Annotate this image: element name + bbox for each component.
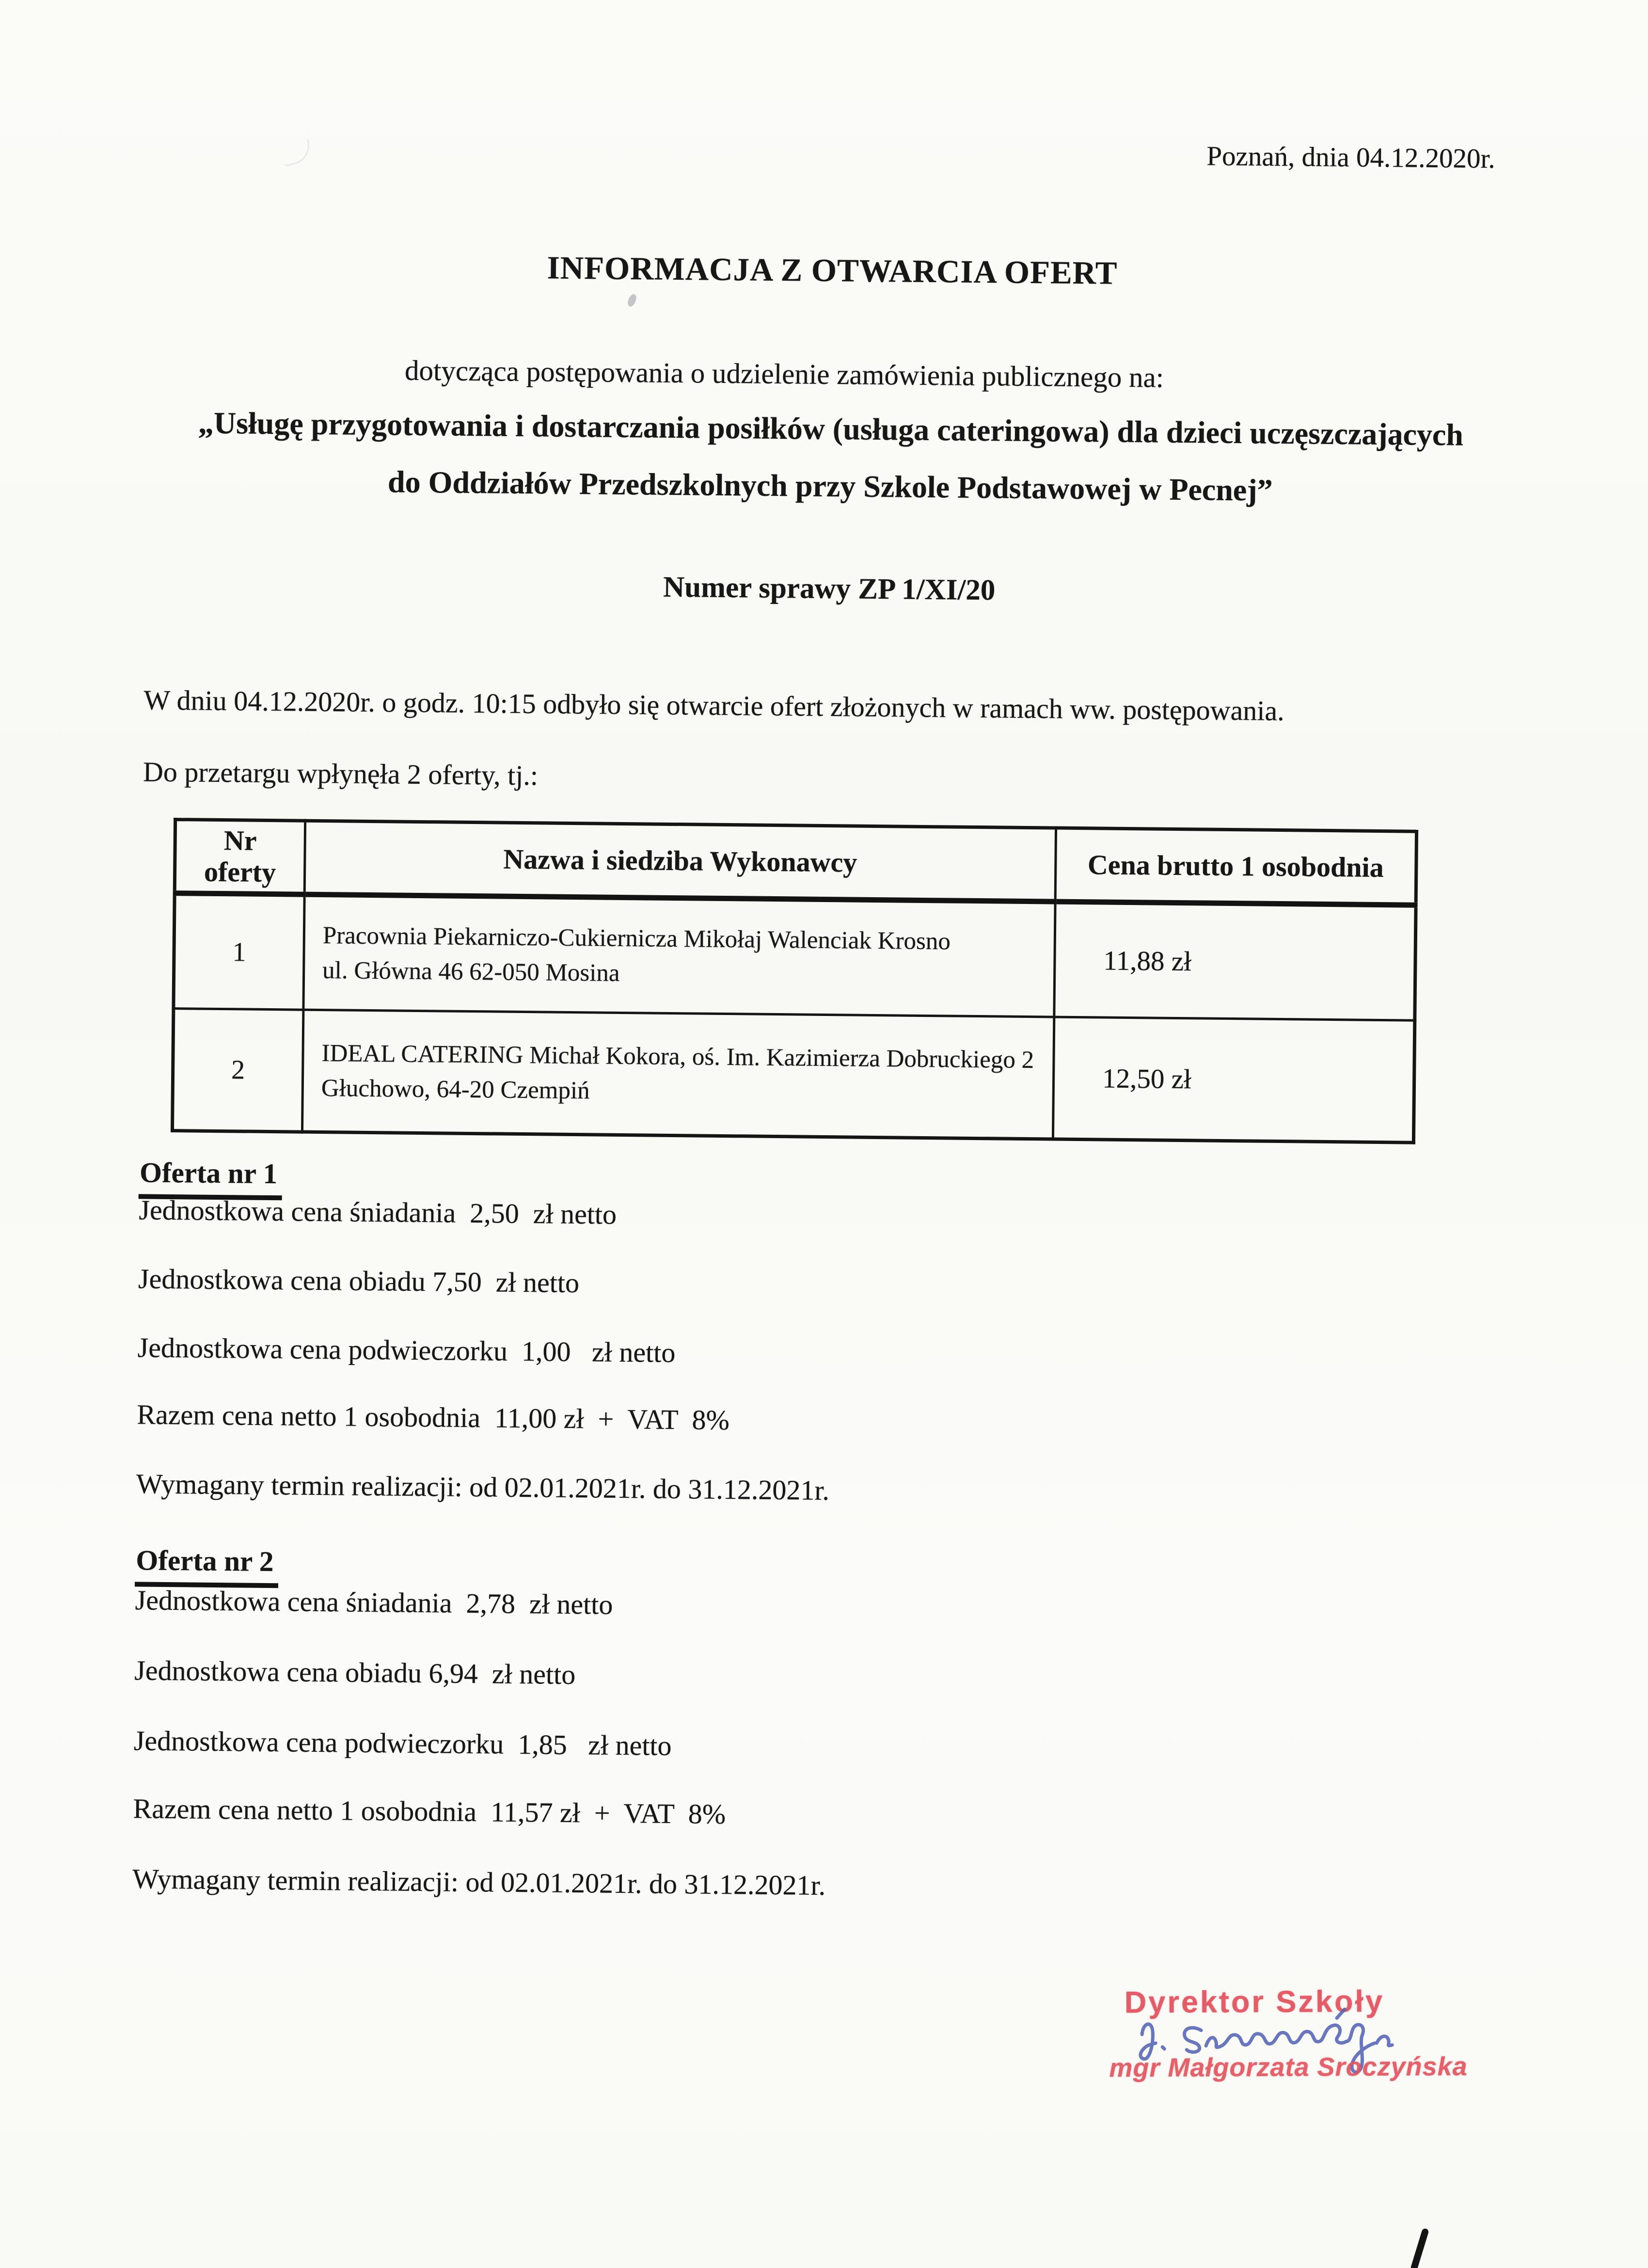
date-line: Poznań, dnia 04.12.2020r. [1206, 141, 1495, 174]
header-offer-number: Nr oferty [174, 820, 305, 895]
contractor-address-line: Głuchowo, 64-20 Czempiń [321, 1075, 590, 1105]
offer-2-snack-price-line: Jednostkowa cena podwieczorku 1,85 zł netto [133, 1725, 672, 1762]
offer-2-term-line: Wymagany termin realizacji: od 02.01.2021r. do 31.12.2021r. [132, 1863, 826, 1902]
offers-intro-paragraph: Do przetargu wpłynęła 2 oferty, tj.: [143, 756, 539, 792]
offer-1-lunch-price-line: Jednostkowa cena obiadu 7,50 zł netto [138, 1263, 580, 1299]
offer-1-breakfast-price-line: Jednostkowa cena śniadania 2,50 zł netto [139, 1194, 617, 1230]
offer-number-cell: 1 [174, 893, 304, 1010]
opening-info-paragraph: W dniu 04.12.2020r. o godz. 10:15 odbyło się otwarcie ofert złożonych w ramach ww. postępowania. [143, 684, 1285, 727]
offer-2-breakfast-price-line: Jednostkowa cena śniadania 2,78 zł netto [135, 1584, 613, 1620]
offer-2-lunch-price-line: Jednostkowa cena obiadu 6,94 zł netto [134, 1654, 576, 1691]
offer-2-heading: Oferta nr 2 [135, 1543, 279, 1588]
offer-1-total-price-line: Razem cena netto 1 osobodnia 11,00 zł + VAT 8% [137, 1398, 730, 1436]
offer-2-total-price-line: Razem cena netto 1 osobodnia 11,57 zł + VAT 8% [133, 1792, 726, 1830]
contractor-address-line: ul. Główna 46 62-050 Mosina [322, 957, 620, 987]
contractor-name-line: IDEAL CATERING Michał Kokora, oś. Im. Kazimierza Dobruckiego 2 [321, 1039, 1034, 1074]
offer-1-heading: Oferta nr 1 [139, 1156, 283, 1200]
page-title: INFORMACJA Z OTWARCIA OFERT [547, 250, 1118, 291]
offer-1-snack-price-line: Jednostkowa cena podwieczorku 1,00 zł netto [137, 1332, 676, 1369]
header-price: Cena brutto 1 osobodnia [1055, 828, 1416, 905]
contractor-name-line: Pracownia Piekarniczo-Cukiernicza Mikołaj Walenciak Krosno [322, 921, 951, 955]
subject-line-2: do Oddziałów Przedszkolnych przy Szkole Podstawowej w Pecnej” [387, 464, 1273, 508]
stamp-title-text: Dyrektor Szkoły [1124, 1984, 1385, 2020]
stamp-name-text: mgr Małgorzata Sroczyńska [1109, 2052, 1468, 2083]
price-value: 11,88 zł [1103, 945, 1192, 977]
price-value: 12,50 zł [1102, 1063, 1192, 1094]
offer-number-cell: 2 [173, 1009, 303, 1132]
subtitle-line: dotycząca postępowania o udzielenie zamówienia publicznego na: [404, 354, 1164, 394]
header-contractor: Nazwa i siedziba Wykonawcy [304, 821, 1056, 902]
subject-line-1: „Usługę przygotowania i dostarczania posiłków (usługa cateringowa) dla dzieci uczęszczających [198, 405, 1464, 452]
offer-1-term-line: Wymagany termin realizacji: od 02.01.2021r. do 31.12.2021r. [136, 1468, 830, 1507]
case-number: Numer sprawy ZP 1/XI/20 [663, 571, 996, 607]
